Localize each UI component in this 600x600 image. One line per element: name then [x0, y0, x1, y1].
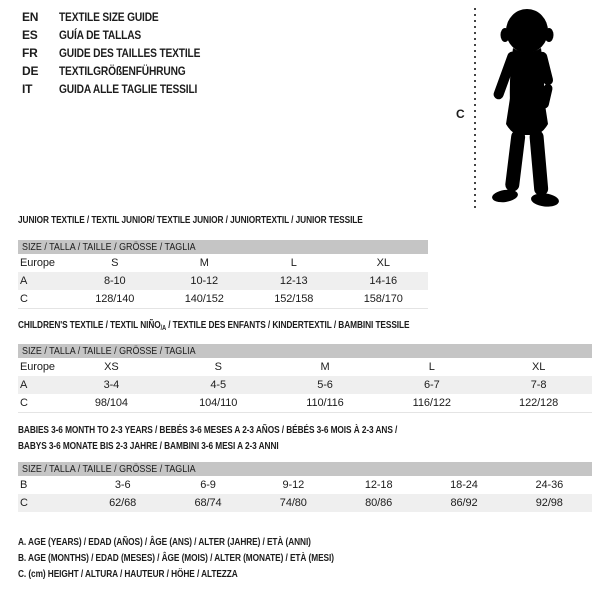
- size-value: 24-36: [535, 479, 564, 491]
- table-row: [18, 494, 592, 512]
- row-label: C: [20, 497, 28, 509]
- size-header-bar: [18, 344, 592, 358]
- size-table: [18, 344, 592, 413]
- language-label: GUIDA ALLE TAGLIE TESSILI: [59, 82, 198, 96]
- language-list: [22, 8, 225, 98]
- size-table: [18, 240, 428, 309]
- size-value: 9-12: [282, 479, 305, 491]
- size-value: 74/80: [279, 497, 307, 509]
- size-value: L: [428, 361, 435, 373]
- table-row: [18, 394, 592, 412]
- table-title-text: / TEXTILE DES ENFANTS / KINDERTEXTIL / BAMBINI TESSILE: [166, 319, 410, 331]
- size-header-label: SIZE / TALLA / TAILLE / GRÖSSE / TAGLIA: [22, 463, 196, 475]
- size-value: 3-6: [114, 479, 131, 491]
- row-label: C: [20, 397, 28, 409]
- size-header-label: SIZE / TALLA / TAILLE / GRÖSSE / TAGLIA: [22, 241, 196, 253]
- babies-size-table-section: [18, 422, 592, 512]
- size-value: 92/98: [535, 497, 563, 509]
- size-value: 7-8: [530, 379, 547, 391]
- language-code: EN: [22, 10, 39, 24]
- language-row: [22, 44, 225, 62]
- childrens-size-table-section: [18, 317, 592, 413]
- table-title-text: JUNIOR TEXTILE / TEXTIL JUNIOR/ TEXTILE JUNIOR / JUNIORTEXTIL / JUNIOR TESSILE: [18, 214, 363, 226]
- row-label: C: [20, 293, 28, 305]
- legend-line: C. (cm) HEIGHT / ALTURA / HAUTEUR / HÖHE / ALTEZZA: [18, 568, 238, 580]
- language-label: TEXTILE SIZE GUIDE: [59, 10, 159, 24]
- table-row: [18, 290, 428, 308]
- row-label: B: [20, 479, 28, 491]
- language-row: [22, 80, 225, 98]
- size-value: S: [214, 361, 222, 373]
- row-label: Europe: [20, 361, 55, 373]
- size-value: 18-24: [450, 479, 478, 491]
- size-header-bar: [18, 240, 428, 254]
- row-label: Europe: [20, 257, 55, 269]
- size-value: 140/152: [184, 293, 224, 305]
- table-title-text: BABIES 3-6 MONTH TO 2-3 YEARS / BEBÉS 3-6 MESES A 2-3 AÑOS / BÉBÉS 3-6 MOIS À 2-3 ANS /: [18, 424, 398, 436]
- size-value: XS: [104, 361, 119, 373]
- table-title-text: CHILDREN'S TEXTILE / TEXTIL NIÑO: [18, 319, 161, 331]
- size-value: M: [320, 361, 330, 373]
- size-value: 12-18: [364, 479, 393, 491]
- size-table: [18, 462, 592, 512]
- size-value: 4-5: [210, 379, 226, 391]
- size-value: 128/140: [95, 293, 135, 305]
- language-label: GUÍA DE TALLAS: [59, 28, 142, 42]
- table-title-text: BABYS 3-6 MONATE BIS 2-3 JAHRE / BAMBINI 3-6 MESI A 2-3 ANNI: [18, 440, 279, 452]
- language-code: FR: [22, 46, 38, 60]
- size-value: 3-4: [103, 379, 120, 391]
- legend-line: A. AGE (YEARS) / EDAD (AÑOS) / ÂGE (ANS) / ALTER (JAHRE) / ETÀ (ANNI): [18, 536, 311, 548]
- table-title: [18, 317, 471, 333]
- size-value: L: [290, 257, 297, 269]
- size-value: 86/92: [450, 497, 478, 509]
- size-value: 68/74: [194, 497, 222, 509]
- language-label: GUIDE DES TAILLES TEXTILE: [59, 46, 201, 60]
- size-header-label: SIZE / TALLA / TAILLE / GRÖSSE / TAGLIA: [22, 345, 196, 357]
- size-header-bar: [18, 462, 592, 476]
- size-value: 152/158: [274, 293, 314, 305]
- size-value: 80/86: [365, 497, 393, 509]
- language-row: [22, 26, 225, 44]
- table-row: [18, 272, 428, 290]
- size-value: 14-16: [369, 275, 398, 287]
- legend-line: B. AGE (MONTHS) / EDAD (MESES) / ÂGE (MOIS) / ALTER (MONATE) / ETÀ (MESI): [18, 552, 334, 564]
- size-value: M: [199, 257, 209, 269]
- size-value: XL: [376, 257, 390, 269]
- table-row: [18, 476, 592, 494]
- height-measure-dotted-line: [474, 8, 476, 208]
- row-label: A: [20, 379, 28, 391]
- size-value: 104/110: [199, 397, 238, 409]
- size-value: 5-6: [317, 379, 333, 391]
- language-label: TEXTILGRÖßENFÜHRUNG: [59, 64, 186, 78]
- size-value: 110/116: [306, 397, 344, 409]
- size-value: 122/128: [519, 397, 559, 409]
- size-value: 12-13: [279, 275, 308, 287]
- table-title: [18, 212, 363, 228]
- measure-c-label: C: [456, 107, 465, 121]
- language-code: IT: [22, 82, 33, 96]
- size-value: 98/104: [94, 397, 128, 409]
- table-title-subscript: /A: [160, 325, 167, 332]
- size-value: S: [111, 257, 119, 269]
- language-row: [22, 8, 225, 26]
- size-value: 6-9: [200, 479, 216, 491]
- row-label: A: [20, 275, 28, 287]
- table-title: [18, 422, 471, 438]
- size-value: 8-10: [103, 275, 126, 287]
- size-value: 6-7: [423, 379, 440, 391]
- size-value: 62/68: [109, 497, 137, 509]
- junior-size-table-section: [18, 212, 428, 309]
- size-value: XL: [531, 361, 546, 373]
- language-code: ES: [22, 28, 38, 42]
- table-row: [18, 254, 428, 272]
- toddler-silhouette-image: [480, 8, 574, 208]
- measurement-legend: [18, 534, 418, 582]
- table-row: [18, 358, 592, 376]
- language-code: DE: [22, 64, 39, 78]
- size-value: 158/170: [363, 293, 403, 305]
- size-value: 116/122: [412, 397, 451, 409]
- language-row: [22, 62, 225, 80]
- table-row: [18, 376, 592, 394]
- table-title: [18, 438, 471, 454]
- size-value: 10-12: [190, 275, 219, 287]
